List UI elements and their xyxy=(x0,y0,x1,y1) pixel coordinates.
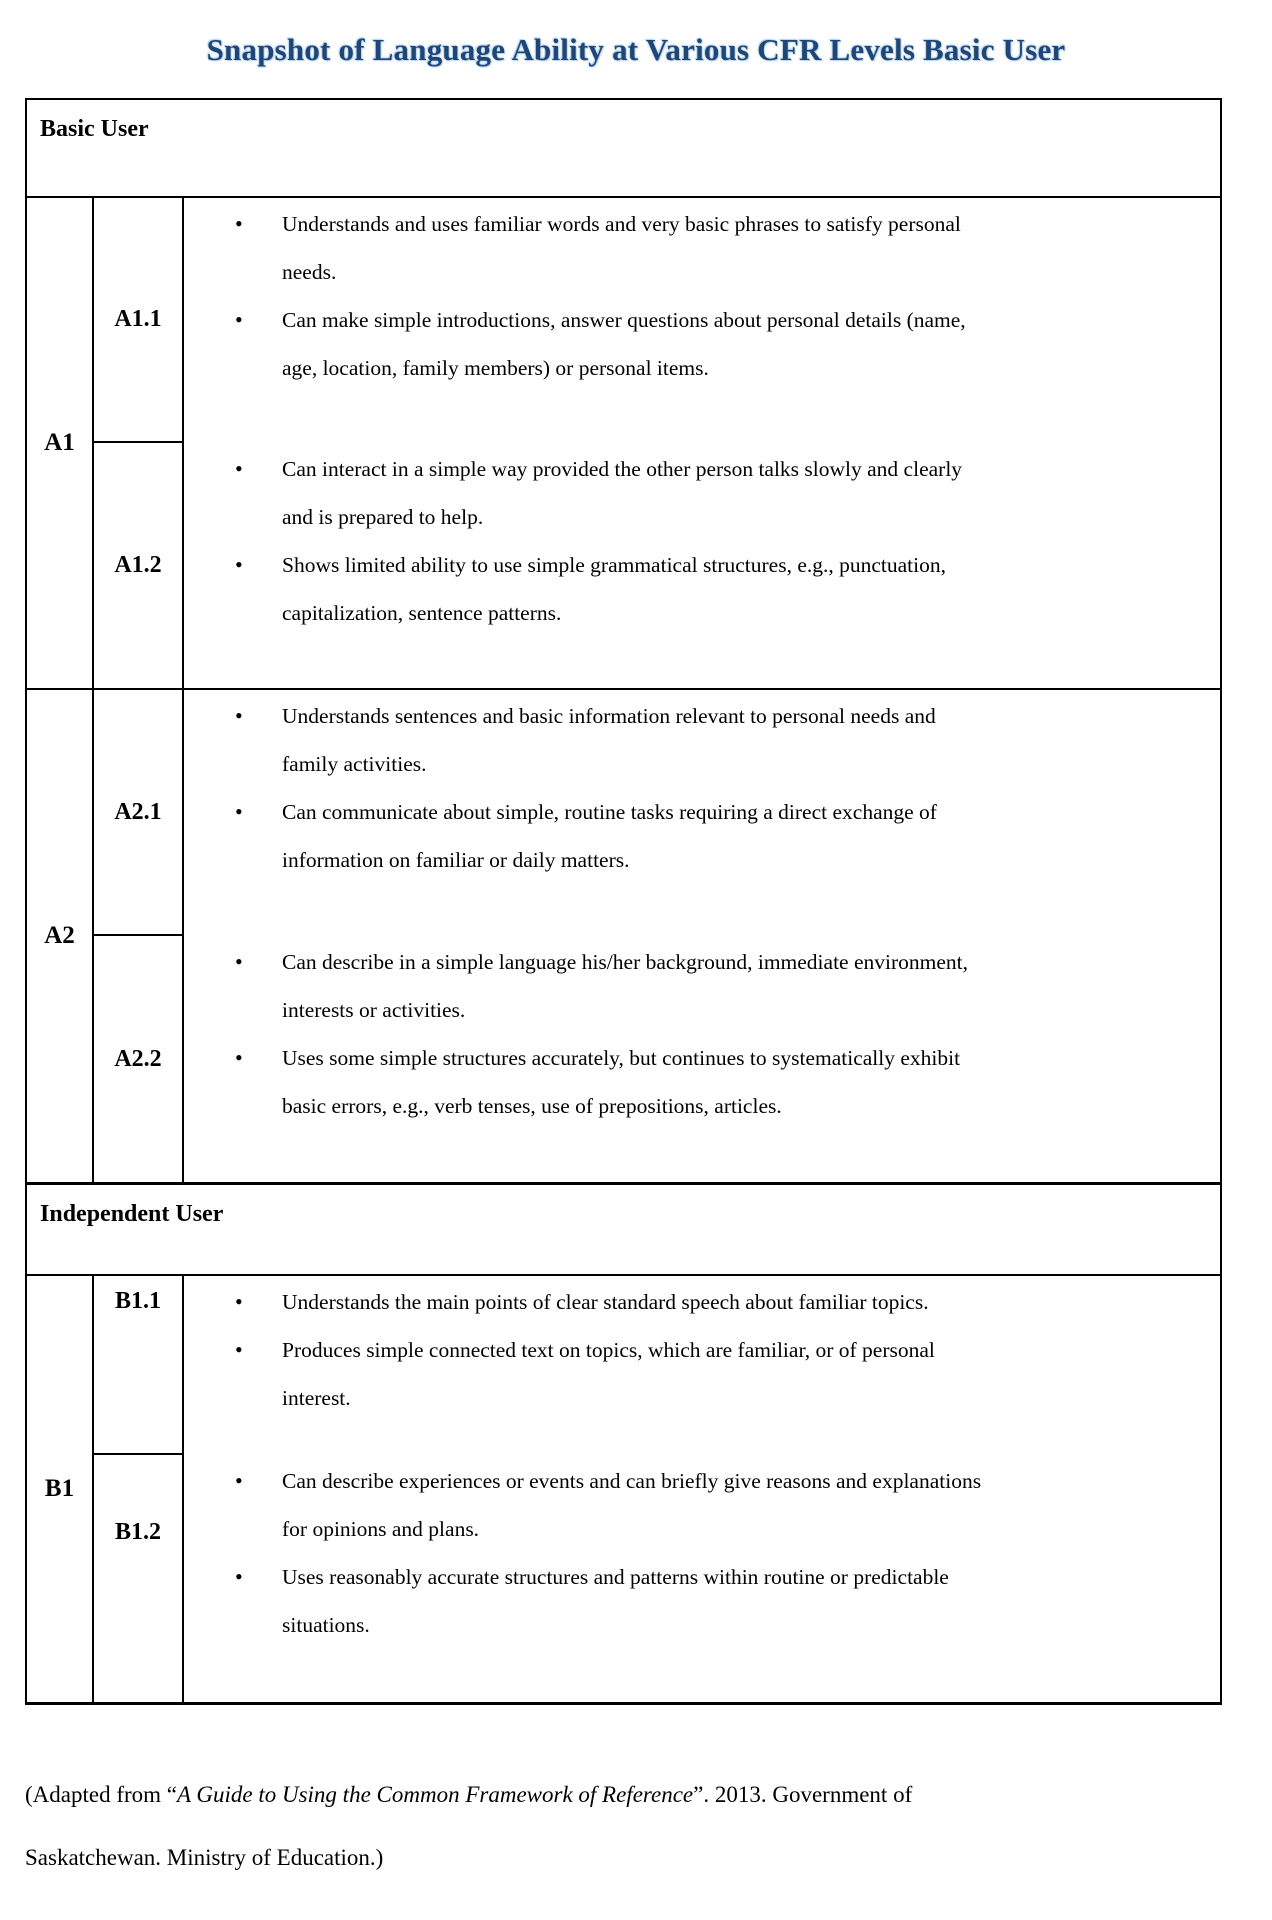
bullet-item xyxy=(235,938,992,1034)
bullet-item xyxy=(235,788,992,884)
bullet-text: Produces simple connected text on topics, which are familiar, or of personal interest. xyxy=(282,1338,935,1410)
sub-cell-b1-2: B1.2 xyxy=(94,1455,184,1702)
desc-cell-a2-2 xyxy=(184,936,1220,1182)
bullet-item xyxy=(235,1278,992,1326)
bullet-item xyxy=(235,200,992,296)
desc-cell-a1-2 xyxy=(184,443,1220,688)
bullet-text: Understands and uses familiar words and very basic phrases to satisfy personal needs. xyxy=(282,212,961,284)
citation-line2: Saskatchewan. Ministry of Education.) xyxy=(25,1845,384,1870)
band-header-independent-user xyxy=(27,1184,1220,1276)
sub-cell-a1-1: A1.1 xyxy=(94,198,184,443)
band-header-independent-user-label: Independent User xyxy=(40,1201,224,1227)
citation-source-title: A Guide to Using the Common Framework of Reference xyxy=(177,1782,694,1807)
bullet-text: Can make simple introductions, answer questions about personal details (name, age, location, family members) or personal items. xyxy=(282,308,966,380)
bullet-text: Understands sentences and basic information relevant to personal needs and family activities. xyxy=(282,704,936,776)
sub-cell-a1-2: A1.2 xyxy=(94,443,184,688)
citation-prefix: (Adapted from “ xyxy=(25,1782,177,1807)
level-row-a2 xyxy=(27,690,1220,1184)
bullet-item xyxy=(235,692,992,788)
sub-cell-a2-1: A2.1 xyxy=(94,690,184,936)
bullet-dot-icon: • xyxy=(235,1468,243,1493)
bullet-text: Can interact in a simple way provided the other person talks slowly and clearly and is prepared to help. xyxy=(282,457,963,529)
bullet-item xyxy=(235,541,992,637)
bullet-dot-icon: • xyxy=(235,307,243,332)
bullet-text: Can describe in a simple language his/her background, immediate environment, interests or activities. xyxy=(282,950,969,1022)
bullet-dot-icon: • xyxy=(235,799,243,824)
sub-cell-a2-2: A2.2 xyxy=(94,936,184,1182)
page-title: Snapshot of Language Ability at Various CFR Levels Basic User xyxy=(206,32,1066,67)
bullet-dot-icon: • xyxy=(235,552,243,577)
bullet-text: Understands the main points of clear standard speech about familiar topics. xyxy=(282,1290,929,1314)
bullet-dot-icon: • xyxy=(235,1045,243,1070)
bullet-text: Uses some simple structures accurately, but continues to systematically exhibit basic errors, e.g., verb tenses, use of prepositions, articles. xyxy=(282,1046,961,1118)
citation-suffix: ”. 2013. Government of xyxy=(693,1782,913,1807)
bullet-text: Uses reasonably accurate structures and patterns within routine or predictable situations. xyxy=(282,1565,949,1637)
level-row-b1 xyxy=(27,1276,1220,1702)
citation-footer xyxy=(25,1763,1185,1889)
bullet-dot-icon: • xyxy=(235,1289,243,1314)
desc-cell-b1-1 xyxy=(184,1276,1220,1455)
bullet-dot-icon: • xyxy=(235,211,243,236)
desc-cell-b1-2 xyxy=(184,1455,1220,1702)
bullet-dot-icon: • xyxy=(235,1564,243,1589)
bullet-item xyxy=(235,1326,992,1422)
desc-cell-a1-1 xyxy=(184,198,1220,443)
bullet-dot-icon: • xyxy=(235,456,243,481)
bullet-item xyxy=(235,1034,992,1130)
bullet-item xyxy=(235,445,992,541)
sub-cell-b1-1: B1.1 xyxy=(94,1276,184,1455)
bullet-item xyxy=(235,1457,992,1553)
bullet-text: Can describe experiences or events and can briefly give reasons and explanations for opinions and plans. xyxy=(282,1469,982,1541)
bullet-item xyxy=(235,1553,992,1649)
bullet-item xyxy=(235,296,992,392)
bullet-text: Shows limited ability to use simple grammatical structures, e.g., punctuation, capitalization, sentence patterns. xyxy=(282,553,946,625)
band-header-basic-user-label: Basic User xyxy=(40,116,149,142)
band-header-basic-user xyxy=(27,100,1220,198)
level-cell-a1: A1 xyxy=(27,198,94,688)
desc-cell-a2-1 xyxy=(184,690,1220,936)
bullet-dot-icon: • xyxy=(235,703,243,728)
bullet-dot-icon: • xyxy=(235,949,243,974)
level-row-a1 xyxy=(27,198,1220,690)
bullet-dot-icon: • xyxy=(235,1337,243,1362)
bullet-text: Can communicate about simple, routine tasks requiring a direct exchange of information on familiar or daily matters. xyxy=(282,800,937,872)
level-cell-a2: A2 xyxy=(27,690,94,1182)
cfr-levels-table xyxy=(25,98,1222,1705)
level-cell-b1: B1 xyxy=(27,1276,94,1702)
